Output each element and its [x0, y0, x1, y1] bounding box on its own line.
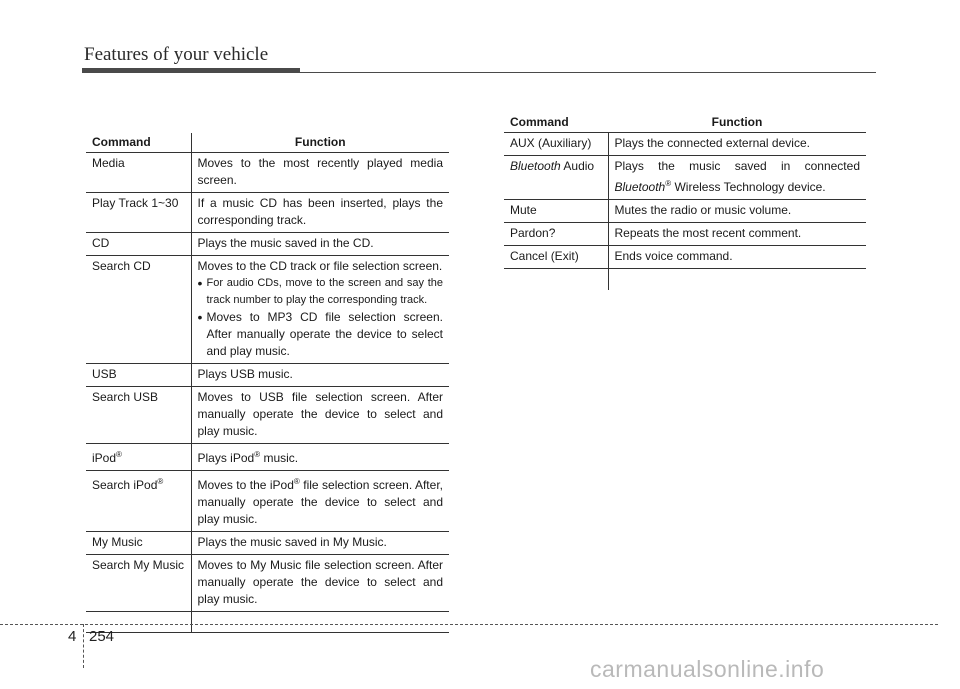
- column-header-command: Command: [86, 133, 191, 153]
- function-cell: Ends voice command.: [608, 246, 866, 269]
- column-header-command: Command: [504, 113, 608, 133]
- table-row: [504, 156, 866, 200]
- table-row-empty: [504, 269, 866, 290]
- command-text: iPod: [92, 451, 117, 465]
- function-text: Plays the music saved in connected: [614, 159, 860, 173]
- chapter-number: 4: [68, 628, 77, 645]
- footer-dashed-divider: [83, 624, 84, 668]
- function-cell: [191, 471, 449, 532]
- table-row: [86, 364, 449, 387]
- voice-command-table-right: [504, 113, 866, 290]
- table-row: [504, 200, 866, 223]
- table-row: [86, 153, 449, 193]
- function-cell: Plays the connected external device.: [608, 133, 866, 156]
- table-row-empty: [86, 612, 449, 633]
- table-row: [86, 471, 449, 532]
- function-cell: Plays the music saved in the CD.: [191, 233, 449, 256]
- function-cell: Moves to USB file selection screen. After manually operate the device to select and play music.: [191, 387, 449, 444]
- command-cell: [86, 471, 191, 532]
- function-cell: [191, 444, 449, 471]
- command-cell: Media: [86, 153, 191, 193]
- command-cell: Search My Music: [86, 555, 191, 612]
- function-text: Plays iPod: [197, 451, 255, 465]
- function-cell: [191, 256, 449, 364]
- command-text-italic: Bluetooth: [510, 159, 561, 173]
- column-header-function: Function: [191, 133, 449, 153]
- page-number: 254: [89, 628, 115, 645]
- registered-mark: ®: [116, 450, 122, 459]
- bullet-item: • For audio CDs, move to the screen and say the track number to play the corresponding track.: [198, 275, 444, 309]
- command-cell: CD: [86, 233, 191, 256]
- table-row: [86, 387, 449, 444]
- registered-mark: ®: [293, 477, 300, 486]
- table-row: [86, 233, 449, 256]
- command-cell: [504, 156, 608, 200]
- function-text: music.: [260, 451, 299, 465]
- function-text: Moves to the iPod: [197, 478, 294, 492]
- watermark: carmanualsonline.info: [590, 656, 825, 682]
- table-row: [86, 555, 449, 612]
- function-text: Moves to the CD track or file selection screen.: [197, 259, 443, 273]
- table-row: [504, 246, 866, 269]
- function-cell: Plays the music saved in My Music.: [191, 532, 449, 555]
- column-header-function: Function: [608, 113, 866, 133]
- function-cell: [608, 269, 866, 290]
- command-text: Search iPod: [92, 478, 158, 492]
- function-text: file selection screen. After, manually operate the device to select and play music.: [197, 478, 443, 526]
- function-cell: Moves to the most recently played media screen.: [191, 153, 449, 193]
- command-cell: Search CD: [86, 256, 191, 364]
- command-cell: USB: [86, 364, 191, 387]
- footer-dashed-rule: [0, 624, 938, 625]
- table-row: [86, 256, 449, 364]
- command-cell: [504, 269, 608, 290]
- function-cell: [608, 156, 866, 200]
- bullet-list: [198, 275, 444, 360]
- command-cell: [86, 444, 191, 471]
- table-row: [86, 444, 449, 471]
- command-cell: Search USB: [86, 387, 191, 444]
- function-cell: If a music CD has been inserted, plays the corresponding track.: [191, 193, 449, 233]
- command-text: Audio: [560, 159, 595, 173]
- function-cell: Mutes the radio or music volume.: [608, 200, 866, 223]
- page-header-title: Features of your vehicle: [84, 44, 269, 65]
- bullet-item: • Moves to MP3 CD file selection screen. After manually operate the device to select and play music.: [198, 309, 444, 360]
- voice-command-table-left: [86, 133, 449, 633]
- function-text: Wireless Technology device.: [671, 180, 826, 194]
- function-cell: Moves to My Music file selection screen. After manually operate the device to select and play music.: [191, 555, 449, 612]
- table-row: [504, 133, 866, 156]
- command-cell: Cancel (Exit): [504, 246, 608, 269]
- registered-mark: ®: [665, 179, 672, 188]
- command-cell: Play Track 1~30: [86, 193, 191, 233]
- table-row: [504, 223, 866, 246]
- command-cell: My Music: [86, 532, 191, 555]
- table-row: [86, 532, 449, 555]
- table-row: [86, 193, 449, 233]
- function-cell: Repeats the most recent comment.: [608, 223, 866, 246]
- function-text-italic: Bluetooth: [614, 180, 666, 194]
- registered-mark: ®: [157, 477, 164, 486]
- function-cell: Plays USB music.: [191, 364, 449, 387]
- command-cell: Pardon?: [504, 223, 608, 246]
- registered-mark: ®: [254, 450, 261, 459]
- command-cell: Mute: [504, 200, 608, 223]
- function-cell: [191, 612, 449, 633]
- command-cell: AUX (Auxiliary): [504, 133, 608, 156]
- header-rule: [82, 72, 876, 73]
